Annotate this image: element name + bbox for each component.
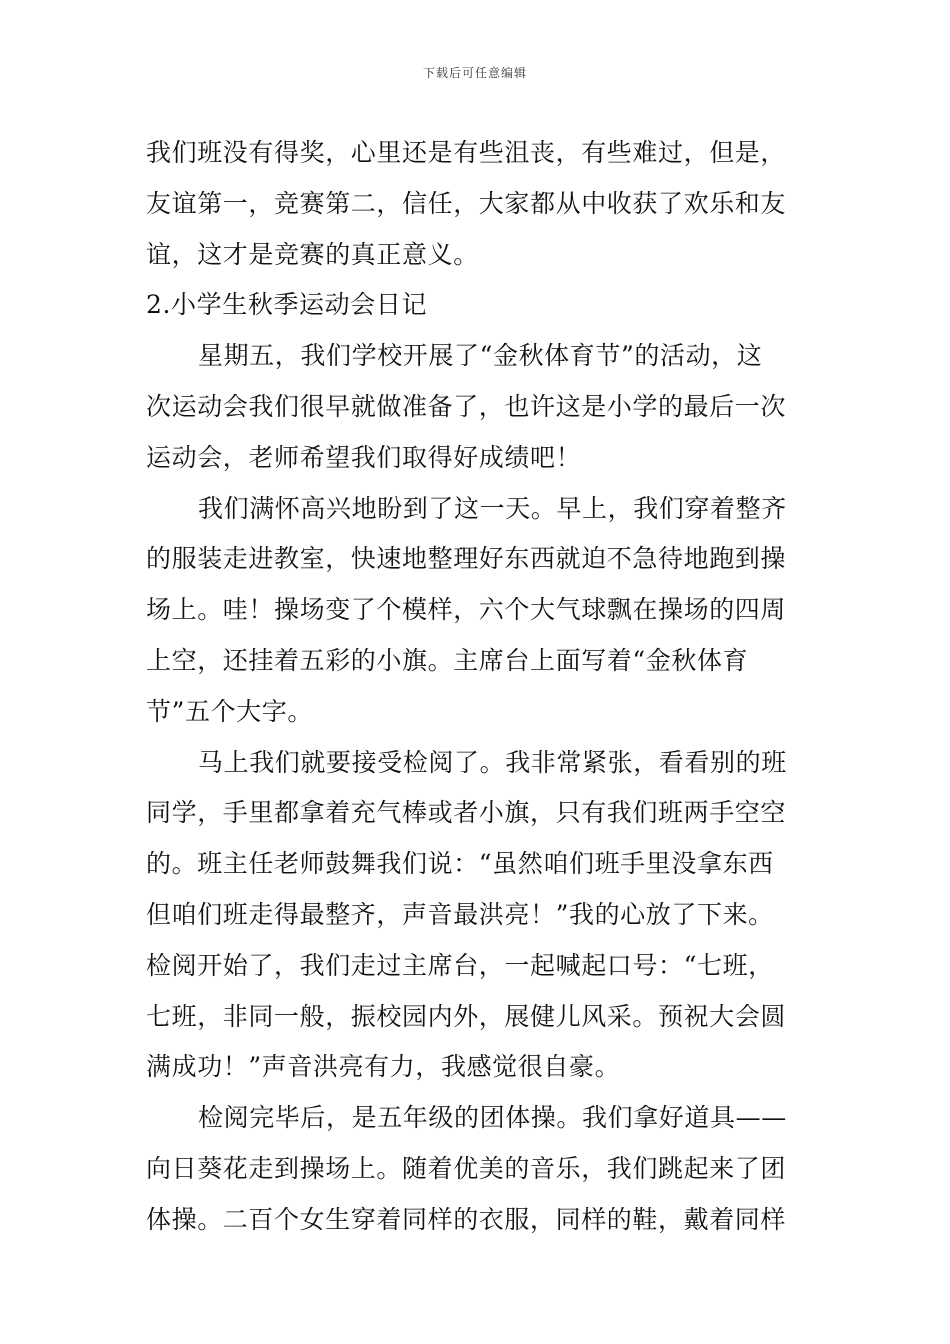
text-line: 场上。哇！操场变了个模样，六个大气球飘在操场的四周	[146, 595, 787, 625]
paragraph-start-line: 检阅完毕后，是五年级的团体操。我们拿好道具——	[198, 1103, 787, 1133]
paragraph-start-line: 星期五，我们学校开展了“金秋体育节”的活动，这	[198, 341, 763, 371]
page-header: 下载后可任意编辑	[422, 66, 527, 80]
text-line: 同学，手里都拿着充气棒或者小旗，只有我们班两手空空	[146, 798, 787, 828]
text-line: 但咱们班走得最整齐，声音最洪亮！”我的心放了下来。	[146, 899, 774, 929]
section-heading: 2.小学生秋季运动会日记	[146, 290, 428, 320]
text-line: 友谊第一，竞赛第二，信任，大家都从中收获了欢乐和友	[146, 188, 787, 218]
text-line: 检阅开始了，我们走过主席台，一起喊起口号：“七班，	[146, 950, 774, 980]
text-line: 谊，这才是竞赛的真正意义。	[146, 239, 479, 269]
paragraph-start-line: 我们满怀高兴地盼到了这一天。早上，我们穿着整齐	[198, 493, 787, 523]
text-line: 七班，非同一般，振校园内外，展健儿风采。预祝大会圆	[146, 1001, 787, 1031]
text-line: 次运动会我们很早就做准备了，也许这是小学的最后一次	[146, 391, 787, 421]
text-line: 我们班没有得奖，心里还是有些沮丧，有些难过，但是，	[146, 138, 787, 167]
text-line: 的。班主任老师鼓舞我们说：“虽然咱们班手里没拿东西	[146, 849, 774, 879]
text-line: 体操。二百个女生穿着同样的衣服，同样的鞋，戴着同样	[146, 1204, 787, 1234]
paragraph-start-line: 马上我们就要接受检阅了。我非常紧张，看看别的班	[198, 747, 787, 777]
document-body	[146, 128, 810, 1246]
text-line: 向日葵花走到操场上。随着优美的音乐，我们跳起来了团	[146, 1153, 787, 1183]
text-line: 运动会，老师希望我们取得好成绩吧！	[146, 442, 582, 472]
text-line: 的服装走进教室，快速地整理好东西就迫不急待地跑到操	[146, 544, 787, 574]
text-line: 节”五个大字。	[146, 696, 313, 726]
text-line: 上空，还挂着五彩的小旗。主席台上面写着“金秋体育	[146, 645, 749, 675]
text-line: 满成功！”声音洪亮有力，我感觉很自豪。	[146, 1052, 621, 1082]
